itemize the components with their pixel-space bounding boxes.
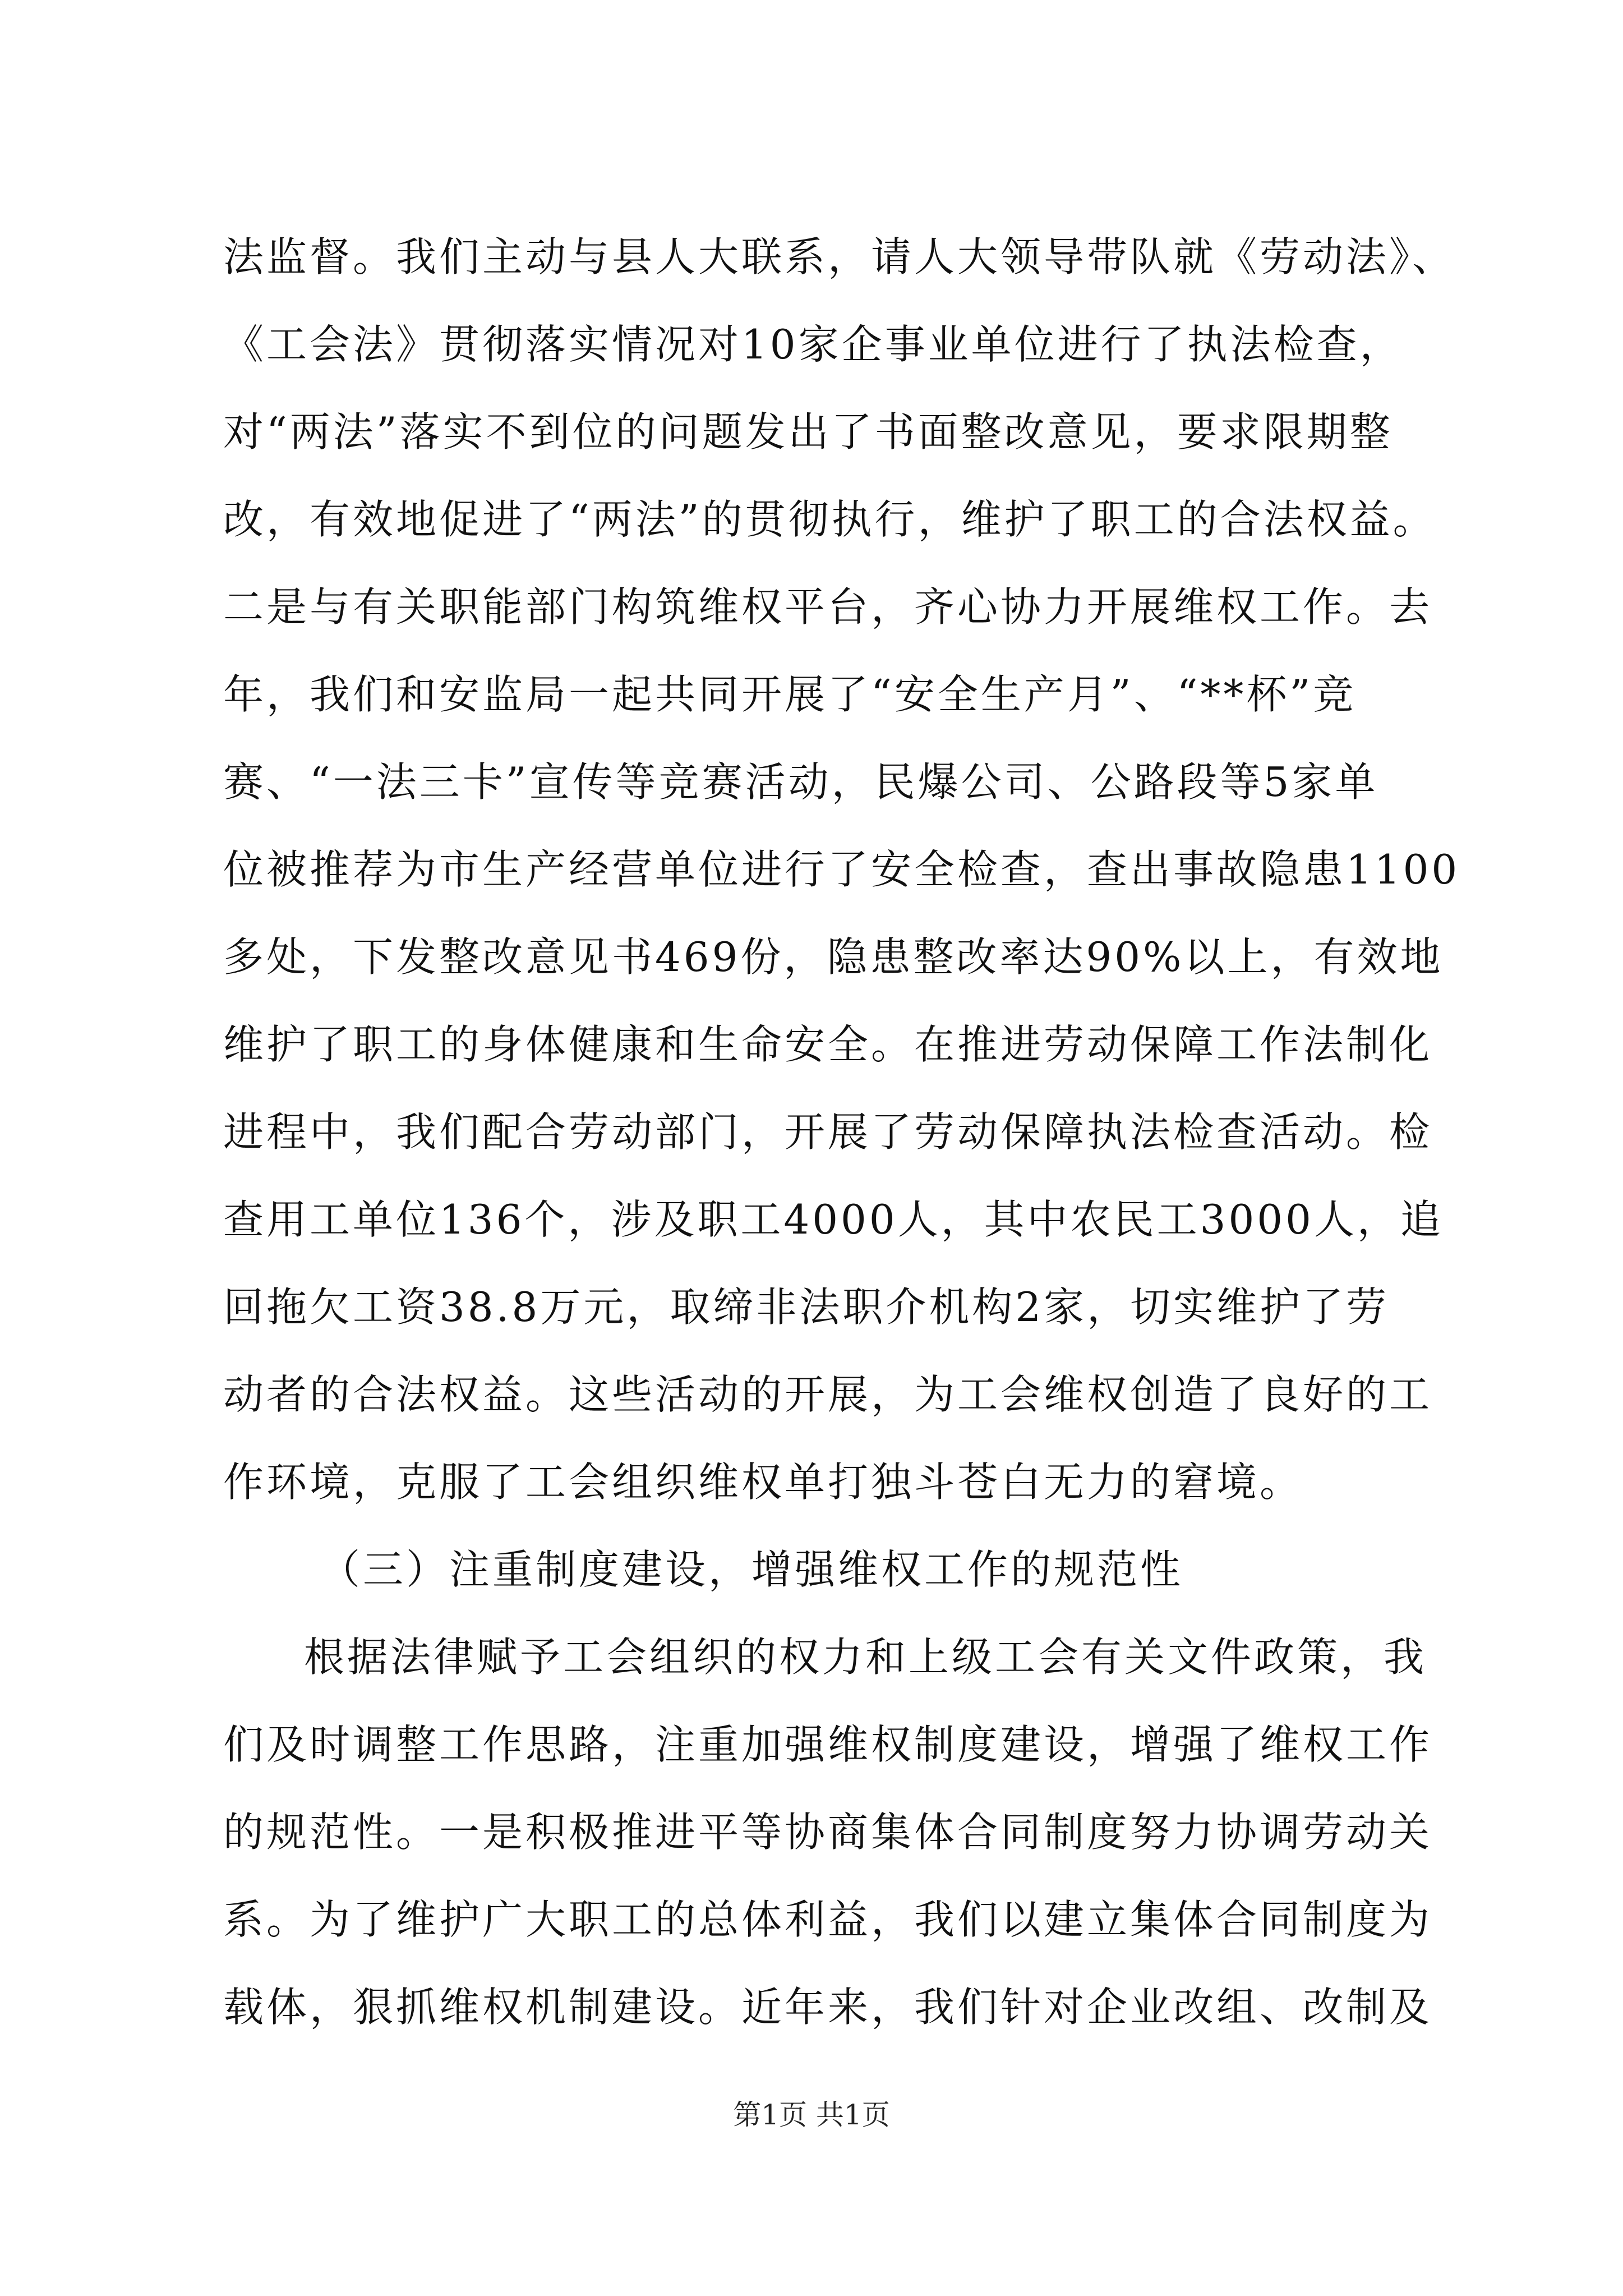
text-line: 根据法律赋予工会组织的权力和上级工会有关文件政策，我 xyxy=(304,1634,1427,1681)
text-line: 位被推荐为市生产经营单位进行了安全检查，查出事故隐患1100 xyxy=(223,846,1460,893)
text-line: 作环境，克服了工会组织维权单打独斗苍白无力的窘境。 xyxy=(223,1458,1303,1506)
text-line: 查用工单位136个，涉及职工4000人，其中农民工3000人，追 xyxy=(223,1196,1444,1243)
page-number: 第1页 共1页 xyxy=(733,2099,890,2131)
text-line: 年，我们和安监局一起共同开展了“安全生产月”、“**杯”竞 xyxy=(223,671,1357,718)
page-footer xyxy=(0,2095,1623,2134)
text-line: 系。为了维护广大职工的总体利益，我们以建立集体合同制度为 xyxy=(223,1896,1433,1943)
body-text xyxy=(223,213,1460,2051)
text-line: 改，有效地促进了“两法”的贯彻执行，维护了职工的合法权益。 xyxy=(223,496,1436,543)
text-line: 多处，下发整改意见书469份，隐患整改率达90%以上，有效地 xyxy=(223,933,1444,981)
text-line: 二是与有关职能部门构筑维权平台，齐心协力开展维权工作。去 xyxy=(223,583,1433,631)
text-line: 维护了职工的身体健康和生命安全。在推进劳动保障工作法制化 xyxy=(223,1021,1433,1068)
text-line: 们及时调整工作思路，注重加强维权制度建设，增强了维权工作 xyxy=(223,1721,1433,1768)
text-line: 进程中，我们配合劳动部门，开展了劳动保障执法检查活动。检 xyxy=(223,1108,1433,1156)
text-line: 赛、“一法三卡”宣传等竞赛活动，民爆公司、公路段等5家单 xyxy=(223,758,1378,806)
text-line: 对“两法”落实不到位的问题发出了书面整改意见，要求限期整 xyxy=(223,408,1393,455)
text-line: 法监督。我们主动与县人大联系，请人大领导带队就《劳动法》、 xyxy=(223,233,1456,280)
section-heading: （三）注重制度建设，增强维权工作的规范性 xyxy=(320,1546,1184,1593)
text-line: 的规范性。一是积极推进平等协商集体合同制度努力协调劳动关 xyxy=(223,1809,1433,1856)
text-line: 载体，狠抓维权机制建设。近年来，我们针对企业改组、改制及 xyxy=(223,1984,1433,2031)
text-line: 动者的合法权益。这些活动的开展，为工会维权创造了良好的工 xyxy=(223,1371,1433,1418)
text-line: 《工会法》贯彻落实情况对10家企事业单位进行了执法检查， xyxy=(223,321,1403,368)
text-line: 回拖欠工资38.8万元，取缔非法职介机构2家，切实维护了劳 xyxy=(223,1283,1390,1331)
